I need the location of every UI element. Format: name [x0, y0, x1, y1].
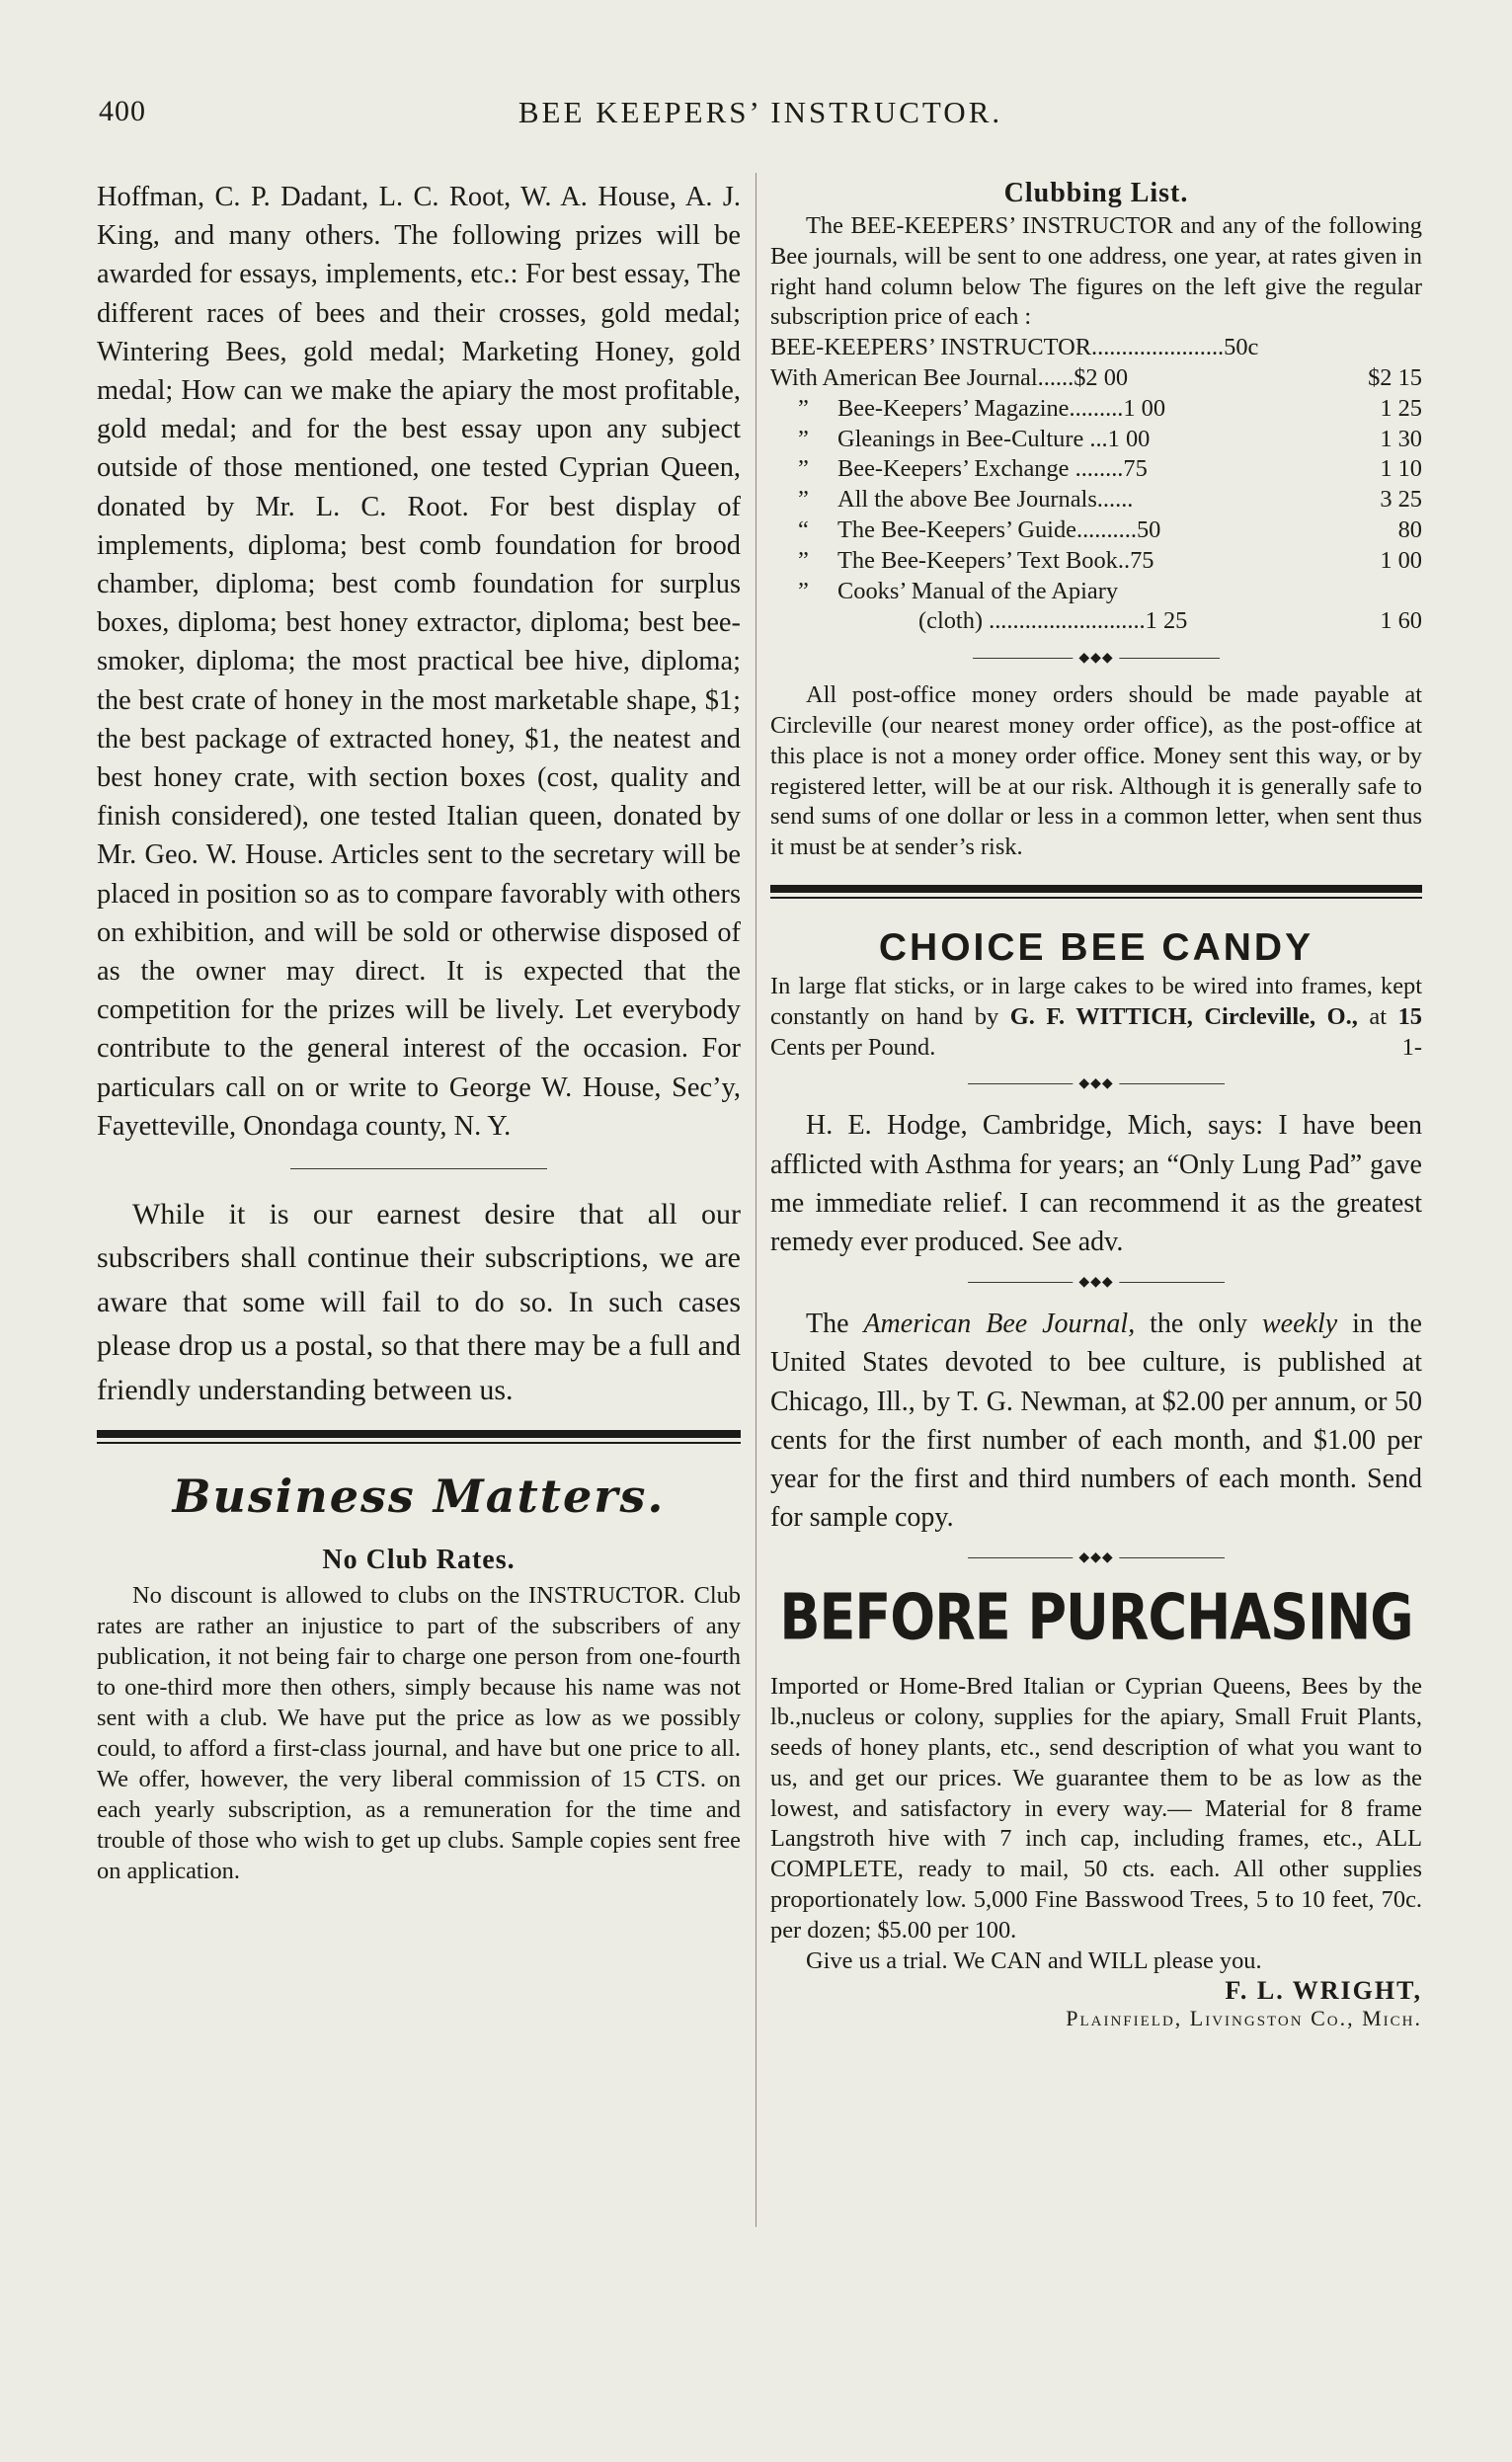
- clubbing-row: [770, 333, 1422, 363]
- candy-price: 15: [1397, 1002, 1422, 1030]
- ditto-mark: ”: [798, 425, 809, 452]
- clubbing-intro: The BEE-KEEPERS’ INSTRUCTOR and any of the following Bee journals, will be sent to one address, one year, at rates given in right hand column below The figures on the left give the regular subscription price of each :: [770, 212, 1422, 331]
- clubbing-row: [770, 516, 1422, 546]
- clubbing-label: (cloth) ..........................1 25: [918, 607, 1188, 635]
- right-column: [770, 178, 1422, 2031]
- abj-text-1: The: [806, 1309, 864, 1340]
- clubbing-row: [770, 394, 1422, 425]
- clubbing-list-title: Clubbing List.: [1003, 178, 1189, 208]
- clubbing-row: [770, 546, 1422, 577]
- clubbing-label: Gleanings in Bee-Culture ...1 00: [837, 425, 1151, 452]
- abj-weekly: weekly: [1261, 1309, 1338, 1340]
- ditto-mark: ”: [798, 394, 809, 422]
- no-club-rates-title: No Club Rates.: [322, 1545, 516, 1576]
- clubbing-label: Bee-Keepers’ Exchange ........75: [837, 455, 1148, 483]
- clubbing-label: The Bee-Keepers’ Guide..........50: [837, 516, 1161, 543]
- clubbing-item: [798, 454, 1148, 485]
- clubbing-item: [798, 394, 1165, 425]
- ad-rule-thin: [770, 897, 1422, 899]
- american-bee-journal-ad: [770, 1305, 1422, 1537]
- clubbing-price: 1 00: [1380, 546, 1422, 574]
- clubbing-label: Bee-Keepers’ Magazine.........1 00: [837, 394, 1166, 422]
- ditto-mark: ”: [798, 486, 809, 514]
- advertiser-signature: F. L. WRIGHT,: [1225, 1976, 1422, 2006]
- clubbing-row: [770, 485, 1422, 516]
- clubbing-price: 1 25: [1380, 394, 1422, 422]
- running-head: BEE KEEPERS’ INSTRUCTOR.: [517, 95, 1003, 129]
- bee-candy-ad: [770, 972, 1422, 1063]
- section-rule-thick: [97, 1430, 741, 1438]
- fleuron-divider: ◆◆◆: [968, 1275, 1225, 1291]
- abj-text-3: in the United States devoted to bee culture, is published at Chicago, Ill., by T. G. Newman, at $2.00 per annum, or 50 cents for the first number of each month, and $1.00 per year for the first and third numbers of each month. Send for sample copy.: [770, 1309, 1422, 1534]
- money-order-paragraph: All post-office money orders should be made payable at Circleville (our nearest money order office), as the post-office at this place is not a money order office. Money sent this way, or by registered letter, will be at our risk. Although it is generally safe to send sums of one dollar or less in a common letter, when sent thus it must be at sender’s risk.: [770, 681, 1422, 861]
- clubbing-item: [798, 546, 1154, 577]
- clubbing-label: The Bee-Keepers’ Text Book..75: [837, 546, 1154, 574]
- clubbing-row: [770, 425, 1422, 455]
- trial-line: Give us a trial. We CAN and WILL please you.: [806, 1946, 1262, 1974]
- clubbing-price: 1 10: [1380, 455, 1422, 483]
- clubbing-item: [798, 516, 1160, 546]
- abj-text-2: the only: [1135, 1309, 1262, 1340]
- clubbing-price: 1 60: [1380, 607, 1422, 635]
- clubbing-row: [770, 363, 1422, 394]
- left-column: [97, 178, 741, 1886]
- clubbing-label: With American Bee Journal......$2 00: [770, 363, 1129, 391]
- clubbing-item: [918, 606, 1187, 637]
- ditto-mark: ”: [798, 455, 809, 483]
- candy-text-2: at: [1357, 1002, 1398, 1030]
- clubbing-item: [798, 425, 1150, 455]
- ad-rule-thick: [770, 885, 1422, 893]
- candy-tail: 1-: [1401, 1033, 1422, 1061]
- candy-text-3: Cents per Pound.: [770, 1033, 936, 1061]
- clubbing-label: BEE-KEEPERS’ INSTRUCTOR......................50c: [770, 334, 1259, 361]
- clubbing-price: 80: [1397, 516, 1422, 543]
- clubbing-row: [770, 606, 1422, 637]
- fleuron-divider: ◆◆◆: [973, 651, 1220, 667]
- clubbing-label: Cooks’ Manual of the Apiary: [837, 577, 1119, 604]
- candy-seller: G. F. WITTICH, Circleville, O.,: [1009, 1002, 1358, 1030]
- clubbing-row: [770, 454, 1422, 485]
- bee-candy-title: CHOICE BEE CANDY: [878, 925, 1314, 969]
- clubbing-item: [798, 485, 1133, 516]
- before-purchasing-ad: Imported or Home-Bred Italian or Cyprian Queens, Bees by the lb.,nucleus or colony, supplies for the apiary, Small Fruit Plants, seeds of honey plants, etc., send description of what you want to us, and get our prices. We guarantee them to be as low as the lowest, and satisfactory in every way.— Material for 8 frame Langstroth hive with 7 inch cap, including frames, etc., ALL COMPLETE, ready to mail, 50 cts. each. All other supplies proportionately low. 5,000 Fine Basswood Trees, 5 to 10 feet, 70c. per dozen; $5.00 per 100.: [770, 1673, 1422, 1944]
- page-header: [99, 95, 1422, 134]
- clubbing-price: 1 30: [1380, 425, 1422, 452]
- no-club-rates-paragraph: No discount is allowed to clubs on the INSTRUCTOR. Club rates are rather an injustice to part of the subscribers of any publication, it not being fair to charge one person from one-fourth to one-third more then others, simply because his name was not sent with a club. We have put the price as low as we possibly could, to afford a first-class journal, and have but one price to all. We offer, however, the very liberal commission of 15 CTS. on each yearly subscription, as a remuneration for the time and trouble of those who wish to get up clubs. Sample copies sent free on application.: [97, 1582, 741, 1885]
- clubbing-item: [798, 577, 1118, 607]
- abj-title: American Bee Journal,: [863, 1309, 1136, 1340]
- fleuron-divider: ◆◆◆: [968, 1076, 1225, 1092]
- subscription-notice: While it is our earnest desire that all our subscribers shall continue their subscriptions, we are aware that some will fail to do so. In such cases please drop us a postal, so that there may be a full and friendly understanding between us.: [97, 1198, 741, 1406]
- advertiser-address: Plainfield, Livingston Co., Mich.: [1066, 2006, 1422, 2031]
- separator-rule: [290, 1161, 547, 1177]
- fleuron-divider: ◆◆◆: [968, 1550, 1225, 1566]
- clubbing-price: 3 25: [1380, 486, 1422, 514]
- business-matters-title: Business Matters.: [172, 1469, 666, 1524]
- clubbing-label: All the above Bee Journals......: [837, 486, 1134, 514]
- ditto-mark: “: [798, 516, 809, 543]
- clubbing-price: $2 15: [1368, 363, 1422, 391]
- hodge-testimonial: H. E. Hodge, Cambridge, Mich, says: I have been afflicted with Asthma for years; an “Only Lung Pad” gave me immediate relief. I can recommend it as the greatest remedy ever produced. See adv.: [770, 1110, 1422, 1257]
- ditto-mark: ”: [798, 546, 809, 574]
- clubbing-list: [770, 333, 1422, 637]
- clubbing-item: [770, 363, 1128, 394]
- section-rule-thin: [97, 1442, 741, 1444]
- ditto-mark: ”: [798, 577, 809, 604]
- before-purchasing-title: BEFORE PURCHASING: [779, 1580, 1413, 1655]
- page-number: 400: [99, 95, 146, 127]
- candy-text-1: In large flat sticks, or in large cakes to be wired into frames, kept constantly on hand by: [770, 972, 1422, 1030]
- prizes-paragraph: Hoffman, C. P. Dadant, L. C. Root, W. A. House, A. J. King, and many others. The following prizes will be awarded for essays, implements, etc.: For best essay, The different races of bees and their crosses, gold medal; Wintering Bees, gold medal; Marketing Honey, gold medal; How can we make the apiary the most profitable, gold medal; and for the best essay upon any subject outside of those mentioned, one tested Cyprian Queen, donated by Mr. L. C. Root. For best display of implements, diploma; best comb foundation for brood chamber, diploma; best comb foundation for surplus boxes, diploma; best honey extractor, diploma; best bee-smoker, diploma; the most practical bee hive, diploma; the best crate of honey in the most marketable shape, $1; the best package of extracted honey, $1, the neatest and best honey crate, with section boxes (cost, quality and finish considered), one tested Italian queen, donated by Mr. Geo. W. House. Articles sent to the secretary will be placed in position so as to compare favorably with others on exhibition, and will be sold or otherwise disposed of as the owner may direct. It is expected that the competition for the prizes will be lively. Let everybody contribute to the general interest of the occasion. For particulars call on or write to George W. House, Sec’y, Fayetteville, Onondaga county, N. Y.: [97, 182, 741, 1142]
- clubbing-row: [770, 577, 1422, 607]
- clubbing-item: [770, 333, 1258, 363]
